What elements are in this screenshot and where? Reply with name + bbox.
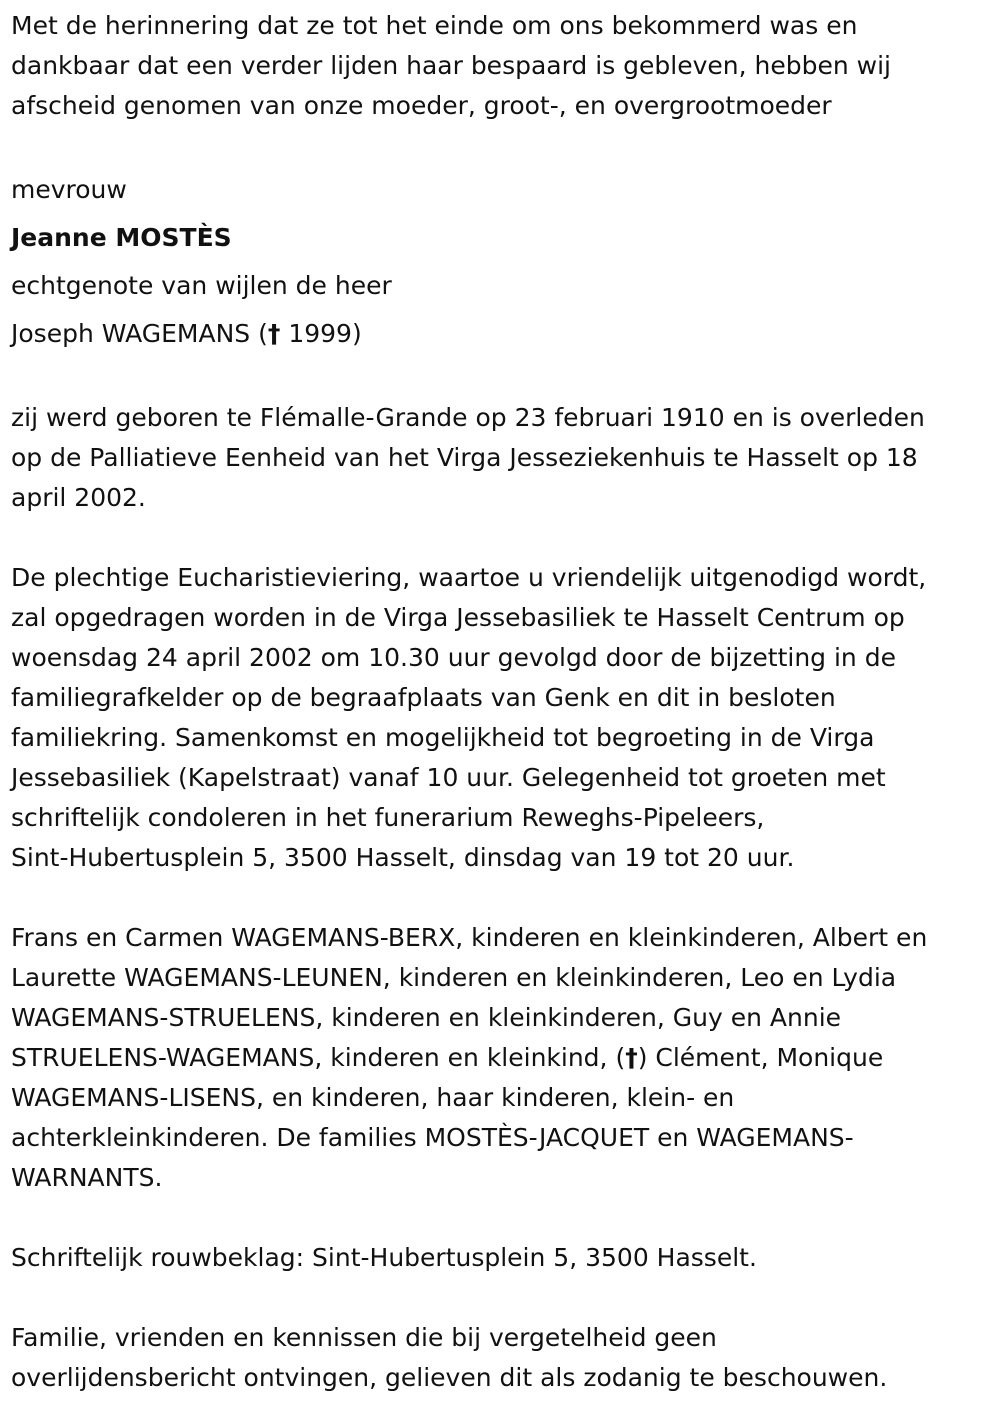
family-paragraph (11, 918, 990, 1198)
paragraph-spacer (11, 358, 990, 398)
paragraph-spacer (11, 126, 990, 166)
family-text-part2: ) Clément, Monique WAGEMANS-LISENS, en kinderen, haar kinderen, klein- en achterkleinkinderen. De families MOSTÈS-JACQUET en WAGEMANS- WARNANTS. (11, 1043, 884, 1192)
spouse-name: Joseph WAGEMANS ( (11, 319, 268, 348)
ceremony-paragraph: De plechtige Eucharistieviering, waartoe u vriendelijk uitgenodigd wordt, zal opgedragen worden in de Virga Jessebasiliek te Hasselt Centrum op woensdag 24 april 2002 om 10.30 uur gevolgd door de bijzetting in de familiegrafkelder op de begraafplaats van Genk en dit in besloten familiekring. Samenkomst en mogelijkheid tot begroeting in de Virga Jessebasiliek (Kapelstraat) vanaf 10 uur. Gelegenheid tot groeten met schriftelijk condoleren in het funerarium Reweghs-Pipeleers, Sint-Hubertusplein 5, 3500 Hasselt, dinsdag van 19 tot 20 uur. (11, 563, 927, 872)
salutation: mevrouw (11, 175, 127, 204)
spouse-name-line (11, 310, 990, 358)
condolence-address: Schriftelijk rouwbeklag: Sint-Hubertusplein 5, 3500 Hasselt. (11, 1243, 757, 1272)
closing-paragraph: Familie, vrienden en kennissen die bij vergetelheid geen overlijdensbericht ontvingen, gelieven dit als zodanig te beschouwen. (11, 1323, 888, 1392)
cross-icon: † (267, 319, 281, 348)
paragraph-spacer (11, 878, 990, 918)
paragraph-spacer (11, 1278, 990, 1318)
paragraph-spacer (11, 518, 990, 558)
birth-death-paragraph: zij werd geboren te Flémalle-Grande op 23 februari 1910 en is overleden op de Palliatieve Eenheid van het Virga Jesseziekenhuis te Hasselt op 18 april 2002. (11, 403, 925, 512)
intro-paragraph: Met de herinnering dat ze tot het einde om ons bekommerd was en dankbaar dat een verder lijden haar bespaard is gebleven, hebben wij afscheid genomen van onze moeder, groot-, en overgrootmoeder (11, 11, 892, 120)
family-text-part1: Frans en Carmen WAGEMANS-BERX, kinderen en kleinkinderen, Albert en Laurette WAGEMANS-LEUNEN, kinderen en kleinkinderen, Leo en Lydia WAGEMANS-STRUELENS, kinderen en kleinkinderen, Guy en Annie STRUELENS-WAGEMANS, kinderen en kleinkind, ( (11, 923, 928, 1072)
spouse-label: echtgenote van wijlen de heer (11, 271, 392, 300)
paragraph-spacer (11, 1198, 990, 1238)
deceased-name: Jeanne MOSTÈS (11, 223, 232, 252)
cross-icon: † (625, 1043, 638, 1072)
spouse-death-year: 1999) (280, 319, 362, 348)
